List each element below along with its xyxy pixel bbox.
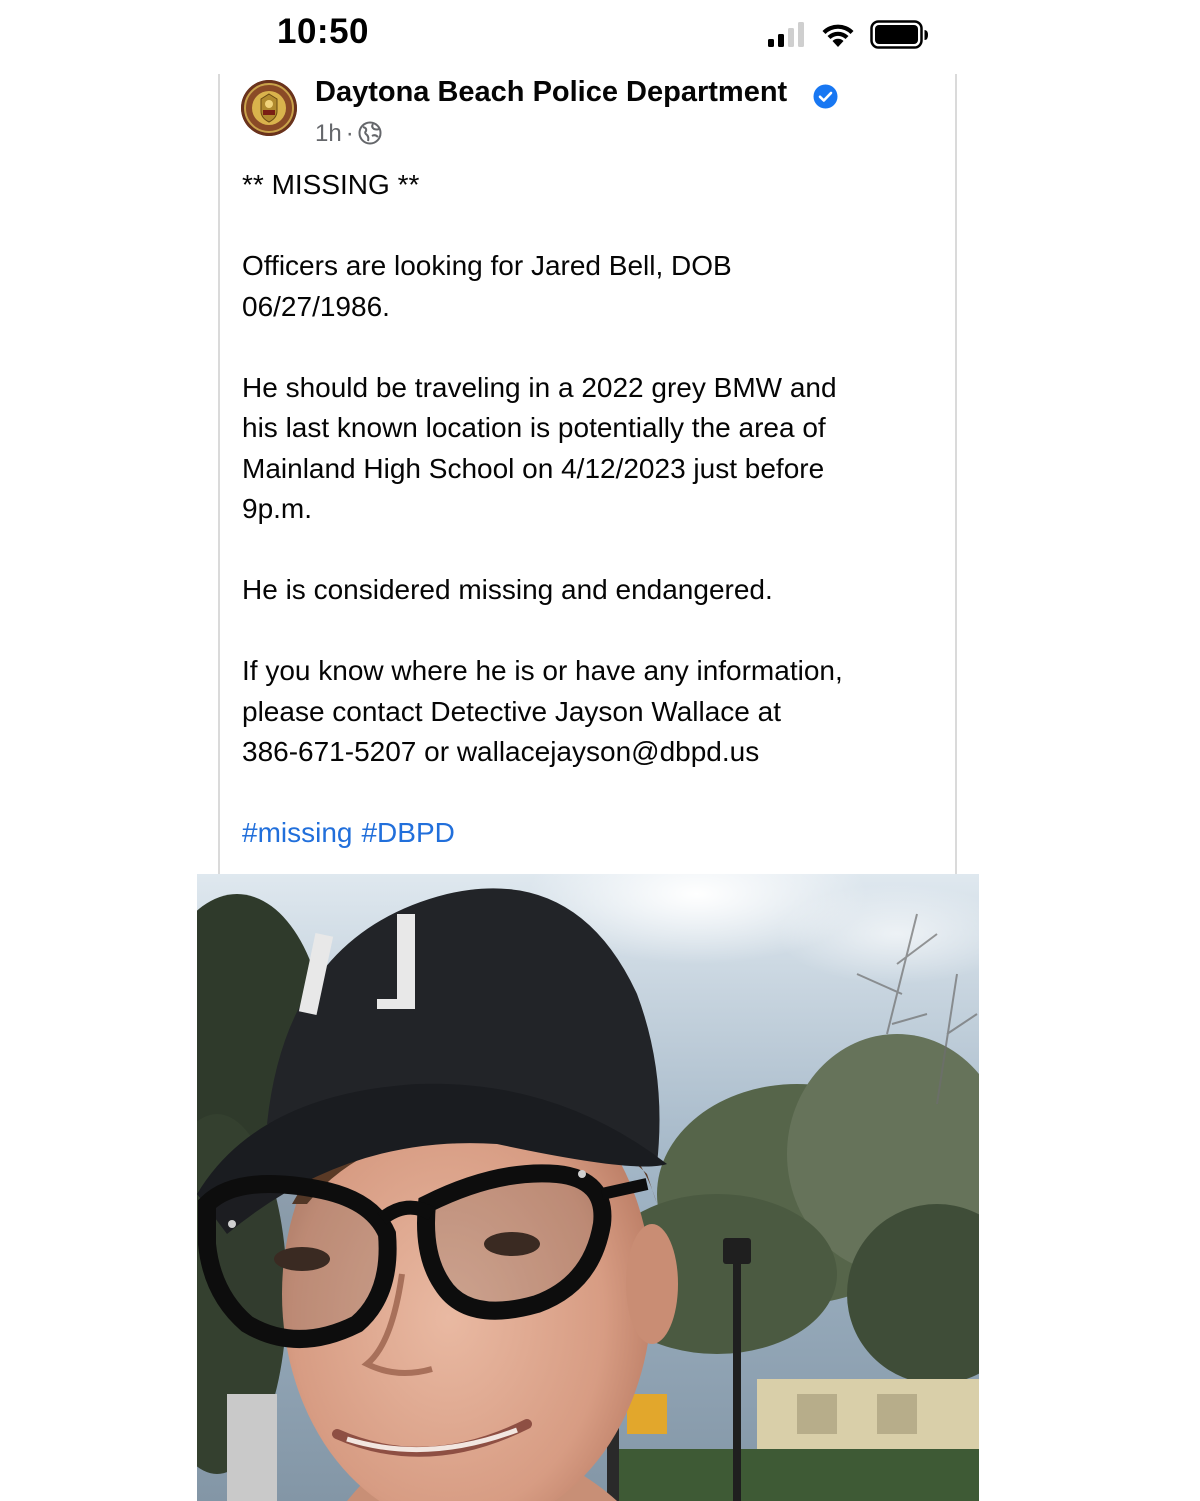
text-line: Mainland High School on 4/12/2023 just before <box>242 452 825 484</box>
post-photo[interactable] <box>197 874 979 1501</box>
post-paragraph-3 <box>242 570 932 611</box>
battery-icon <box>870 20 930 50</box>
hashtag-dbpd[interactable]: #DBPD <box>361 817 455 848</box>
hashtag-missing[interactable]: #missing <box>242 817 353 848</box>
text-line: his last known location is potentially the area of <box>242 412 826 443</box>
globe-icon[interactable] <box>358 121 382 145</box>
text-line: If you know where he is or have any information, <box>242 655 843 686</box>
post-paragraph-4 <box>242 651 932 773</box>
status-icons <box>765 18 930 50</box>
post-paragraph-1 <box>242 246 932 327</box>
status-bar <box>0 0 1200 70</box>
verified-badge-icon <box>813 84 838 109</box>
post-paragraph-2 <box>242 368 932 530</box>
police-badge-logo <box>241 80 297 136</box>
text-line: 06/27/1986. <box>242 290 390 322</box>
text-line: 386-671-5207 or wallacejayson@dbpd.us <box>242 736 760 767</box>
post-timestamp[interactable]: 1h <box>315 120 342 147</box>
post-body <box>242 165 932 894</box>
page-name[interactable]: Daytona Beach Police Department <box>315 76 788 108</box>
cellular-signal-icon <box>765 22 809 48</box>
photo-illustration <box>197 874 979 1501</box>
wifi-icon <box>820 20 856 48</box>
status-time: 10:50 <box>277 12 370 51</box>
post-heading: ** MISSING ** <box>242 169 420 200</box>
text-line: 9p.m. <box>242 493 313 524</box>
post-meta <box>315 120 382 150</box>
page-avatar[interactable] <box>241 80 297 136</box>
text-line: He should be traveling in a 2022 grey BMW and <box>242 371 837 403</box>
text-line: He is considered missing and endangered. <box>242 574 773 605</box>
text-line: please contact Detective Jayson Wallace at <box>242 695 782 727</box>
meta-separator: · <box>345 120 354 147</box>
text-line: Officers are looking for Jared Bell, DOB <box>242 250 732 281</box>
hashtags <box>242 813 932 854</box>
